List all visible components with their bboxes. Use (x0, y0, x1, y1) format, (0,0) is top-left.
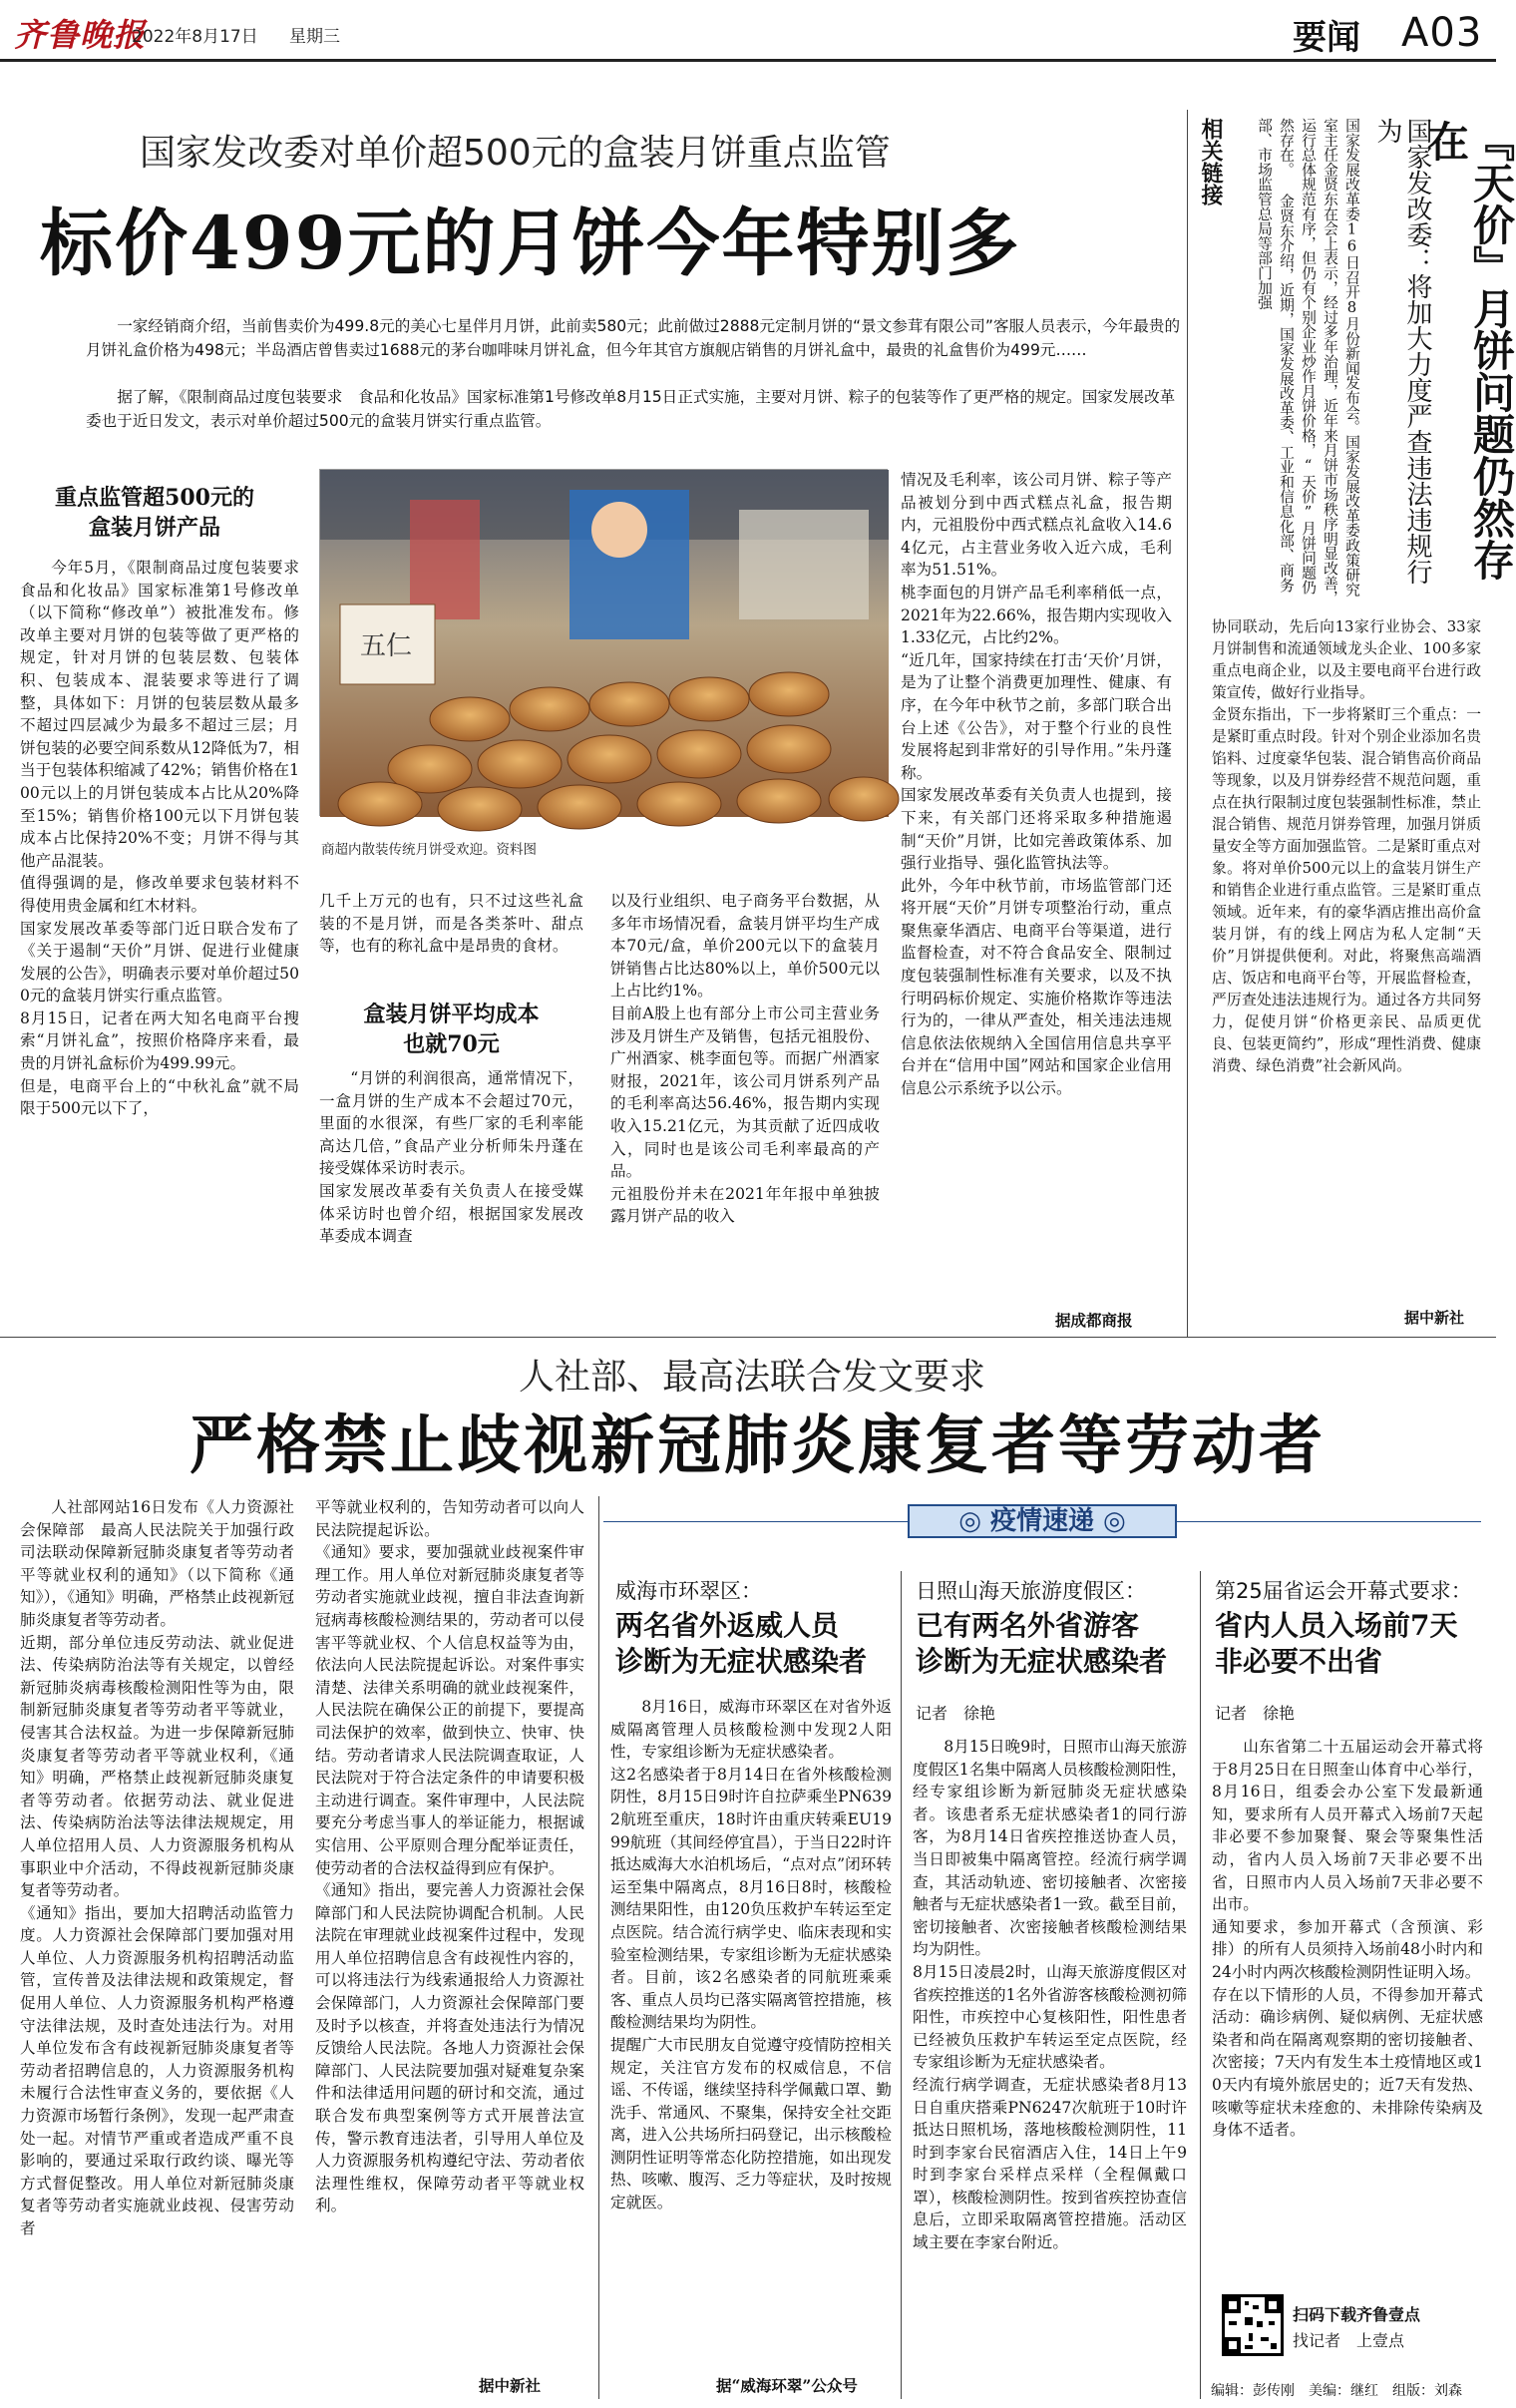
story1-subhead-a: 重点监管超500元的 盒装月饼产品 (55, 485, 254, 541)
story1-col4: 情况及毛利率，该公司月饼、粽子等产品被划分到中西式糕点礼盒，报告期内，元祖股份中西式糕点礼盒收入14.64亿元，占主营业务收入近六成，毛利率为51.51%。 桃李面包的月饼产品毛利率稍低一点，2021年为22.66%，报告期内实现收入1.33亿元，占比约2%。 “近几年，国家持续在打击‘天价’月饼，是为了让整个消费更加理性、健康、有序，在今年中秋节之前，多部门联合出台上述《公告》，对于整个行业的良性发展将起到非常好的引导作用。”朱丹蓬称。 国家发展改革委有关负责人也提到，接下来，有关部门还将采取多种措施遏制“天价”月饼，比如完善政策体系、加强行业指导、强化监管执法等。 此外，今年中秋节前，市场监管部门还将开展“天价”月饼专项整治行动，重点聚焦豪华酒店、电商平台等渠道，进行监督检查，对不符合食品安全、限制过度包装强制性标准有关要求，以及不执行明码标价规定、实施价格欺诈等违法行为的，一律从严查处，相关违法违规信息依法依规纳入全国信用信息共享平台并在“信用中国”网站和国家企业信用信息公示系统予以公示。 (901, 471, 1172, 1098)
photo-sign-text: 五仁 (360, 631, 413, 661)
sidebar-body: 协同联动，先后向13家行业协会、33家月饼制售和流通领域龙头企业、100多家重点电商企业，以及主要电商平台进行政策宣传，做好行业指导。 金贤东指出，下一步将紧盯三个重点：一是紧盯重点时段。针对个别企业添加名贵馅料、过度豪华包装、混合销售高价商品等现象，以及月饼券经营不规范问题，重点在执行限制过度包装强制性标准，禁止混合销售、规范月饼券管理，加强月饼质量安全等方面加强监管。二是紧盯重点对象。将对单价500元以上的盒装月饼生产和销售企业进行重点监管。三是紧盯重点领域。近年来，有的豪华酒店推出高价盒装月饼，有的线上网店为私人定制“天价”月饼提供便利。对此，将聚焦高端酒店、饭店和电商平台等，开展监督检查，严厉查处违法违规行为。通过各方共同努力，促使月饼“价格更亲民、品质更优良、包装更简约”，形成“理性消费、健康消费、绿色消费”社会新风尚。 (1212, 618, 1481, 1074)
epi-c-headline: 省内人员入场前7天 非必要不出省 (1215, 1609, 1458, 1678)
story2-credit: 据中新社 (479, 2376, 542, 2395)
section-rule (0, 1337, 1496, 1338)
qr-label-2: 找记者 上壹点 (1293, 2331, 1405, 2350)
story1-col2: 几千上万元的也有，只不过这些礼盒装的不是月饼，而是各类茶叶、甜点等，也有的称礼盒中是昂贵的食材。 (319, 892, 583, 956)
story1-headline: 标价499元的月饼今年特别多 (40, 201, 1021, 286)
qr-code[interactable] (1222, 2294, 1284, 2356)
sidebar-vert-text: 国家发展改革委16日召开8月份新闻发布会。国家发展改革委政策研究室主任金贤东在会上表示，经过多年治理，近年来月饼市场秩序明显改善，运行总体规范有序，但仍有个别企业炒作月饼价格，“天价”月饼问题仍然存在。 金贤东介绍，近期，国家发展改革委、工业和信息化部、商务部、市场监管总局等部门加强 (1256, 118, 1360, 605)
issue-date: 2022年8月17日 (132, 27, 258, 47)
mooncake-photo (319, 469, 888, 816)
epi-c-location: 第25届省运会开幕式要求： (1215, 1579, 1472, 1603)
epi-a-headline: 两名省外返威人员 诊断为无症状感染者 (615, 1609, 868, 1678)
story2-col2: 平等就业权利的，告知劳动者可以向人民法院提起诉讼。 《通知》要求，要加强就业歧视案件审理工作。用人单位对新冠肺炎康复者等劳动者实施就业歧视，擅自非法查询新冠病毒核酸检测结果的，劳动者可以侵害平等就业权、个人信息权益等为由，依法向人民法院提起诉讼。对案件事实清楚、法律关系明确的就业歧视案件，人民法院在确保公正的前提下，要提高司法保护的效率，做到快立、快审、快结。劳动者请求人民法院调查取证，人民法院对于符合法定条件的申请要积极主动进行调查。案件审理中，人民法院要充分考虑当事人的举证能力，根据诚实信用、公平原则合理分配举证责任，使劳动者的合法权益得到应有保护。 《通知》指出，要完善人力资源社会保障部门和人民法院协调配合机制。人民法院在审理就业歧视案件过程中，发现用人单位招聘信息含有歧视性内容的，可以将违法行为线索通报给人力资源社会保障部门，人力资源社会保障部门要及时予以核查，并将查处违法行为情况反馈给人民法院。各地人力资源社会保障部门、人民法院要加强对疑难复杂案件和法律适用问题的研讨和交流，通过联合发布典型案例等方式开展普法宣传，警示教育违法者，引导用人单位及人力资源服务机构遵纪守法、劳动者依法理性维权，保障劳动者平等就业权利。 (315, 1498, 584, 2215)
epidemic-banner: ◎ 疫情速递 ◎ (908, 1504, 1177, 1538)
epi-b-reporter: 记者 徐艳 (916, 1704, 996, 1723)
newspaper-logo: 齐鲁晚报 (14, 16, 147, 54)
epi-b-headline: 已有两名外省游客 诊断为无症状感染者 (916, 1609, 1168, 1678)
column-rule (1200, 1571, 1201, 2399)
story2-headline: 严格禁止歧视新冠肺炎康复者等劳动者 (190, 1408, 1326, 1483)
column-rule (1187, 110, 1188, 1337)
story1-lead1: 一家经销商介绍，当前售卖价为499.8元的美心七星伴月月饼，此前卖580元；此前做过2888元定制月饼的“景文参茸有限公司”客服人员表示，今年最贵的月饼礼盒价格为498元；半岛酒店曾售卖过1688元的茅台咖啡味月饼礼盒，但今年其官方旗舰店销售的月饼礼盒中，最贵的礼盒售价为499元…… (86, 317, 1181, 359)
story2-col1: 人社部网站16日发布《人力资源社会保障部 最高人民法院关于加强行政司法联动保障新冠肺炎康复者等劳动者平等就业权利的通知》（以下简称《通知》），《通知》明确，严格禁止歧视新冠肺炎康复者等劳动者。 近期，部分单位违反劳动法、就业促进法、传染病防治法等有关规定，以曾经新冠肺炎病毒核酸检测阳性等为由，限制新冠肺炎康复者等劳动者平等就业，侵害其合法权益。为进一步保障新冠肺炎康复者等劳动者平等就业权利，《通知》明确，严格禁止歧视新冠肺炎康复者等劳动者。依据劳动法、就业促进法、传染病防治法等法律法规规定，用人单位招用人员、人力资源服务机构从事职业中介活动，不得歧视新冠肺炎康复者等劳动者。 《通知》指出，要加大招聘活动监管力度。人力资源社会保障部门要加强对用人单位、人力资源服务机构招聘活动监管，宣传普及法律法规和政策规定，督促用人单位、人力资源服务机构严格遵守法律法规，及时查处违法行为。对用人单位发布含有歧视新冠肺炎康复者等劳动者招聘信息的，人力资源服务机构未履行合法性审查义务的，要依据《人力资源市场暂行条例》，发现一起严肃查处一起。对情节严重或者造成严重不良影响的，要通过采取行政约谈、曝光等方式督促整改。用人单位对新冠肺炎康复者等劳动者实施就业歧视、侵害劳动者 (20, 1498, 294, 2237)
column-rule (598, 1496, 599, 2399)
story1-subhead-b: 盒装月饼平均成本 也就70元 (363, 1002, 540, 1057)
story1-credit: 据成都商报 (1055, 1311, 1133, 1330)
sidebar-title: 『天价』月饼问题仍然存在 (1421, 120, 1516, 581)
epi-b-body: 8月15日晚9时，日照市山海天旅游度假区1名集中隔离人员核酸检测阳性，经专家组诊断为新冠肺炎无症状感染者。该患者系无症状感染者1的同行游客，为8月14日省疾控推送协查人员，当日即被集中隔离管控。经流行病学调查，其活动轨迹、密切接触者、次密接触者与无症状感染者1一致。截至目前，密切接触者、次密接触者核酸检测结果均为阴性。 8月15日凌晨2时，山海天旅游度假区对省疾控推送的1名外省游客核酸检测初筛阳性，市疾控中心复核阳性，阳性患者已经被负压救护车转运至定点医院，经专家组诊断为无症状感染者。 经流行病学调查，无症状感染者8月13日自重庆搭乘PN6247次航班于10时许抵达日照机场，落地核酸检测阴性，11时到李家台民宿酒店入住，14日上午9时到李家台采样点采样（全程佩戴口罩），核酸检测阴性。按到省疾控协查信息后，立即采取隔离管控措施。活动区域主要在李家台附近。 (913, 1738, 1188, 2252)
epi-a-location: 威海市环翠区： (615, 1579, 762, 1603)
story1-lead2: 据了解，《限制商品过度包装要求 食品和化妆品》国家标准第1号修改单8月15日正式实施，主要对月饼、粽子的包装等作了更严格的规定。国家发展改革委也于近日发文，表示对单价超过500元的盒装月饼实行重点监管。 (86, 388, 1176, 430)
footer-editors: 编辑：彭传刚 美编：继红 组版：刘森 (1211, 2383, 1462, 2399)
sidebar-credit: 据中新社 (1404, 1309, 1465, 1327)
sidebar-subtitle: 国家发改委：将加大力度严查违法违规行为 (1372, 118, 1432, 585)
photo-caption: 商超内散装传统月饼受欢迎。资料图 (321, 842, 537, 858)
related-links-tag: 相关链接 (1198, 118, 1224, 205)
issue-weekday: 星期三 (289, 27, 340, 47)
column-rule (901, 1571, 902, 2399)
epi-b-location: 日照山海天旅游度假区： (916, 1579, 1146, 1603)
epi-a-credit: 据“威海环翠”公众号 (716, 2376, 858, 2395)
page-number: A03 (1401, 10, 1483, 56)
epi-a-body: 8月16日，威海市环翠区在对省外返威隔离管理人员核酸检测中发现2人阳性，专家组诊断为无症状感染者。 这2名感染者于8月14日在省外核酸检测阴性，8月15日9时许自拉萨乘坐PN6392航班至重庆，18时许由重庆转乘EU1999航班（其间经停宜昌），于当日22时许抵达威海大水泊机场后，“点对点”闭环转运至集中隔离点，8月16日8时，核酸检测结果阳性，由120负压救护车转运至定点医院。结合流行病学史、临床表现和实验室检测结果，专家组诊断为无症状感染者。目前，该2名感染者的同航班乘乘客、重点人员均已落实隔离管控措施，核酸检测结果均为阴性。 提醒广大市民朋友自觉遵守疫情防控相关规定，关注官方发布的权威信息，不信谣、不传谣，继续坚持科学佩戴口罩、勤洗手、常通风、不聚集，保持安全社交距离，进入公共场所扫码登记，出示核酸检测阴性证明等常态化防控措施，如出现发热、咳嗽、腹泻、乏力等症状，及时按规定就医。 (610, 1698, 892, 2212)
story2-subtitle: 人社部、最高法联合发文要求 (519, 1357, 986, 1398)
epi-c-reporter: 记者 徐艳 (1215, 1704, 1296, 1723)
epi-c-body: 山东省第二十五届运动会开幕式将于8月25日在日照奎山体育中心举行，8月16日，组委会办公室下发最新通知，要求所有人员开幕式入场前7天起非必要不参加聚餐、聚会等聚集性活动，省内人员入场前7天非必要不出省，日照市内人员入场前7天非必要不出市。 通知要求，参加开幕式（含预演、彩排）的所有人员须持入场前48小时内和24小时内两次核酸检测阴性证明入场。 存在以下情形的人员，不得参加开幕式活动：确诊病例、疑似病例、无症状感染者和尚在隔离观察期的密切接触者、次密接；7天内有发生本土疫情地区或10天内有境外旅居史的；近7天有发热、咳嗽等症状未痊愈的、未排除传染病及身体不适者。 (1212, 1738, 1483, 2140)
story1-col1: 今年5月，《限制商品过度包装要求 食品和化妆品》国家标准第1号修改单（以下简称“修改单”）被批准发布。修改单主要对月饼的包装等做了更严格的规定，针对月饼的包装层数、包装体积、包装成本、混装要求等进行了调整，具体如下：月饼的包装层数从最多不超过四层减少为最多不超过三层；月饼包装的必要空间系数从12降低为7，相当于包装体积缩减了42%；销售价格在100元以上的月饼包装成本占比从20%降至15%；销售价格100元以下月饼包装成本占比保持20%不变；月饼不得与其他产品混装。 值得强调的是，修改单要求包装材料不得使用贵金属和红木材料。 国家发展改革委等部门近日联合发布了《关于遏制“天价”月饼、促进行业健康发展的公告》，明确表示要对单价超过500元的盒装月饼实行重点监管。 8月15日，记者在两大知名电商平台搜索“月饼礼盒”，按照价格降序来看，最贵的月饼礼盒标价为499.99元。 但是，电商平台上的“中秋礼盒”就不局限于500元以下了， (20, 559, 299, 1118)
story1-subtitle: 国家发改委对单价超500元的盒装月饼重点监管 (140, 133, 891, 174)
section-name: 要闻 (1293, 18, 1360, 58)
story1-col2b: “月饼的利润很高，通常情况下，一盒月饼的生产成本不会超过70元，里面的水很深，有些厂家的毛利率能高达几倍，”食品产业分析师朱丹蓬在接受媒体采访时表示。 国家发展改革委有关负责人在接受媒体采访时也曾介绍，根据国家发展改革委成本调查 (319, 1069, 583, 1246)
story1-col3: 以及行业组织、电子商务平台数据，从多年市场情况看，盒装月饼平均生产成本70元/盒，单价200元以下的盒装月饼销售占比达80%以上，单价500元以上占比约1%。 目前A股上也有部分上市公司主营业务涉及月饼生产及销售，包括元祖股份、广州酒家、桃李面包等。而据广州酒家财报，2021年，该公司月饼系列产品的毛利率高达56.46%，报告期内实现收入15.21亿元，为其贡献了近四成收入，同时也是该公司毛利率最高的产品。 元祖股份并未在2021年年报中单独披露月饼产品的收入 (610, 892, 880, 1226)
qr-label: 扫码下载齐鲁壹点 (1293, 2305, 1421, 2324)
